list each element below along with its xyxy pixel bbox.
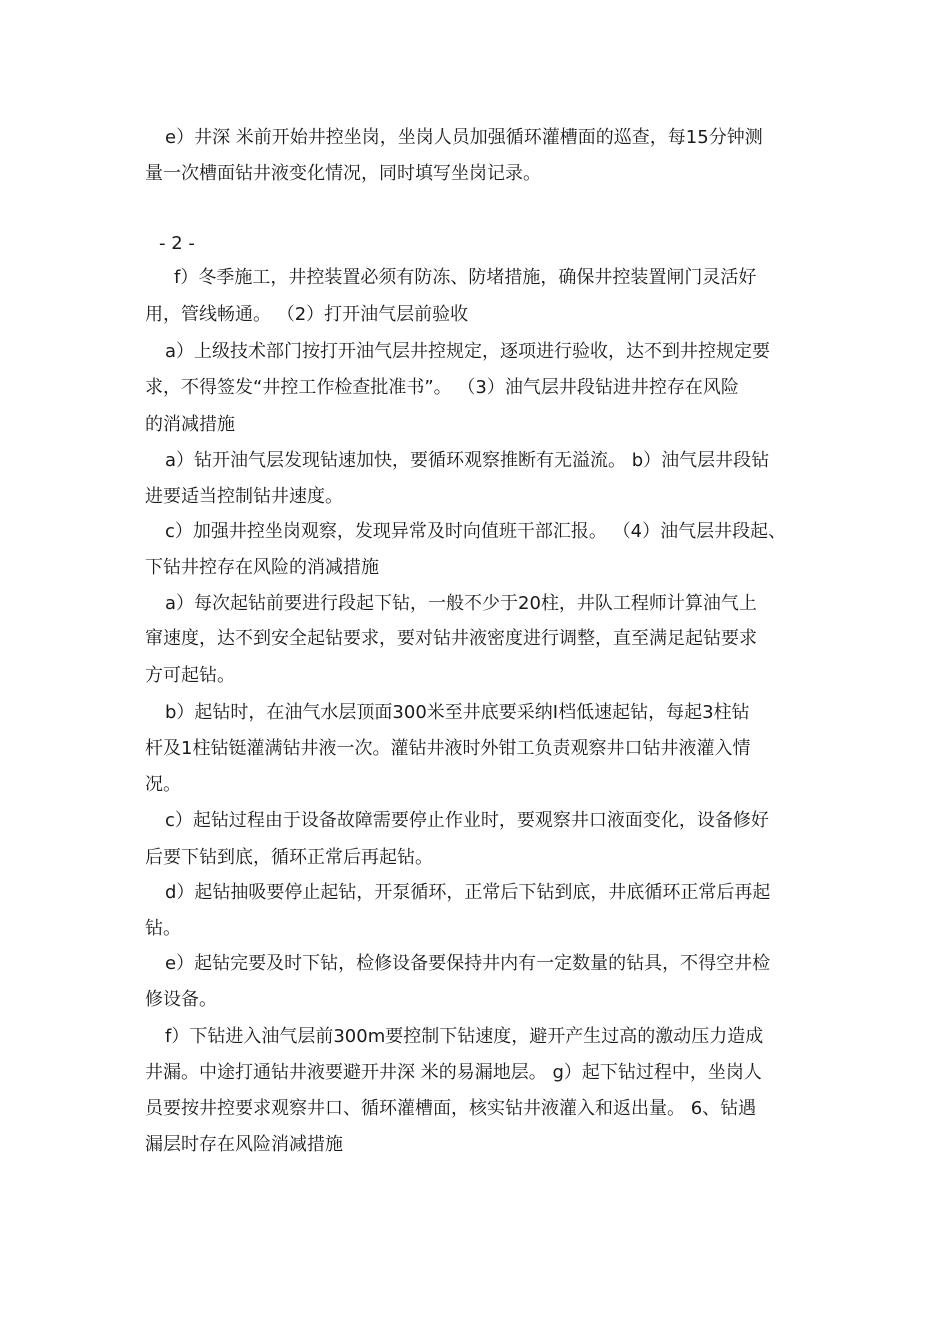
text-line: a）上级技术部门按打开油气层井控规定，逐项进行验收，达不到井控规定要 — [165, 341, 771, 362]
text-line: 进要适当控制钻井速度。 — [145, 486, 343, 507]
text-line: 的消减措施 — [145, 414, 235, 435]
text-line: a）钻开油气层发现钻速加快，要循环观察推断有无溢流。 b）油气层井段钻 — [165, 450, 770, 471]
text-line: 钻。 — [145, 918, 181, 939]
text-line: 况。 — [145, 774, 181, 795]
text-line: c）加强井控坐岗观察，发现异常及时向值班干部汇报。 （4）油气层井段起、 — [165, 521, 787, 542]
text-line: 下钻井控存在风险的消减措施 — [145, 557, 379, 578]
text-line: 求，不得签发“井控工作检查批准书”。 （3）油气层井段钻进井控存在风险 — [145, 377, 739, 398]
text-line: f）下钻进入油气层前300m要控制下钻速度，避开产生过高的激动压力造成 — [165, 1026, 764, 1047]
text-line: 方可起钻。 — [145, 665, 235, 686]
text-line: 用，管线畅通。 （2）打开油气层前验收 — [145, 304, 469, 325]
text-line: 杆及1柱钻铤灌满钻井液一次。灌钻井液时外钳工负责观察井口钻井液灌入情 — [145, 738, 751, 759]
text-line: e）起钻完要及时下钻，检修设备要保持井内有一定数量的钻具，不得空井检 — [165, 953, 771, 974]
text-line: d）起钻抽吸要停止起钻，开泵循环，正常后下钻到底，井底循环正常后再起 — [165, 882, 771, 903]
text-line: 井漏。中途打通钻井液要避开井深 米的易漏地层。 g）起下钻过程中，坐岗人 — [145, 1062, 762, 1083]
text-line: b）起钻时，在油气水层顶面300米至井底要采纳I档低速起钻，每起3柱钻 — [165, 702, 750, 723]
text-line: 窜速度，达不到安全起钻要求，要对钻井液密度进行调整，直至满足起钻要求 — [145, 628, 757, 649]
text-line: 后要下钻到底，循环正常后再起钻。 — [145, 847, 433, 868]
text-line: 量一次槽面钻井液变化情况，同时填写坐岗记录。 — [145, 163, 541, 184]
text-line: 漏层时存在风险消减措施 — [145, 1134, 343, 1155]
text-line: a）每次起钻前要进行段起下钻，一般不少于20柱，井队工程师计算油气上 — [165, 593, 757, 614]
text-line: f）冬季施工，井控装置必须有防冻、防堵措施，确保井控装置闸门灵活好 — [174, 267, 757, 288]
text-line: e）井深 米前开始井控坐岗，坐岗人员加强循环灌槽面的巡查，每15分钟测 — [165, 127, 763, 148]
page-number: - 2 - — [159, 233, 195, 254]
text-line: c）起钻过程由于设备故障需要停止作业时，要观察井口液面变化，设备修好 — [165, 810, 769, 831]
text-line: 员要按井控要求观察井口、循环灌槽面，核实钻井液灌入和返出量。 6、钻遇 — [145, 1098, 757, 1119]
text-line: 修设备。 — [145, 989, 217, 1010]
